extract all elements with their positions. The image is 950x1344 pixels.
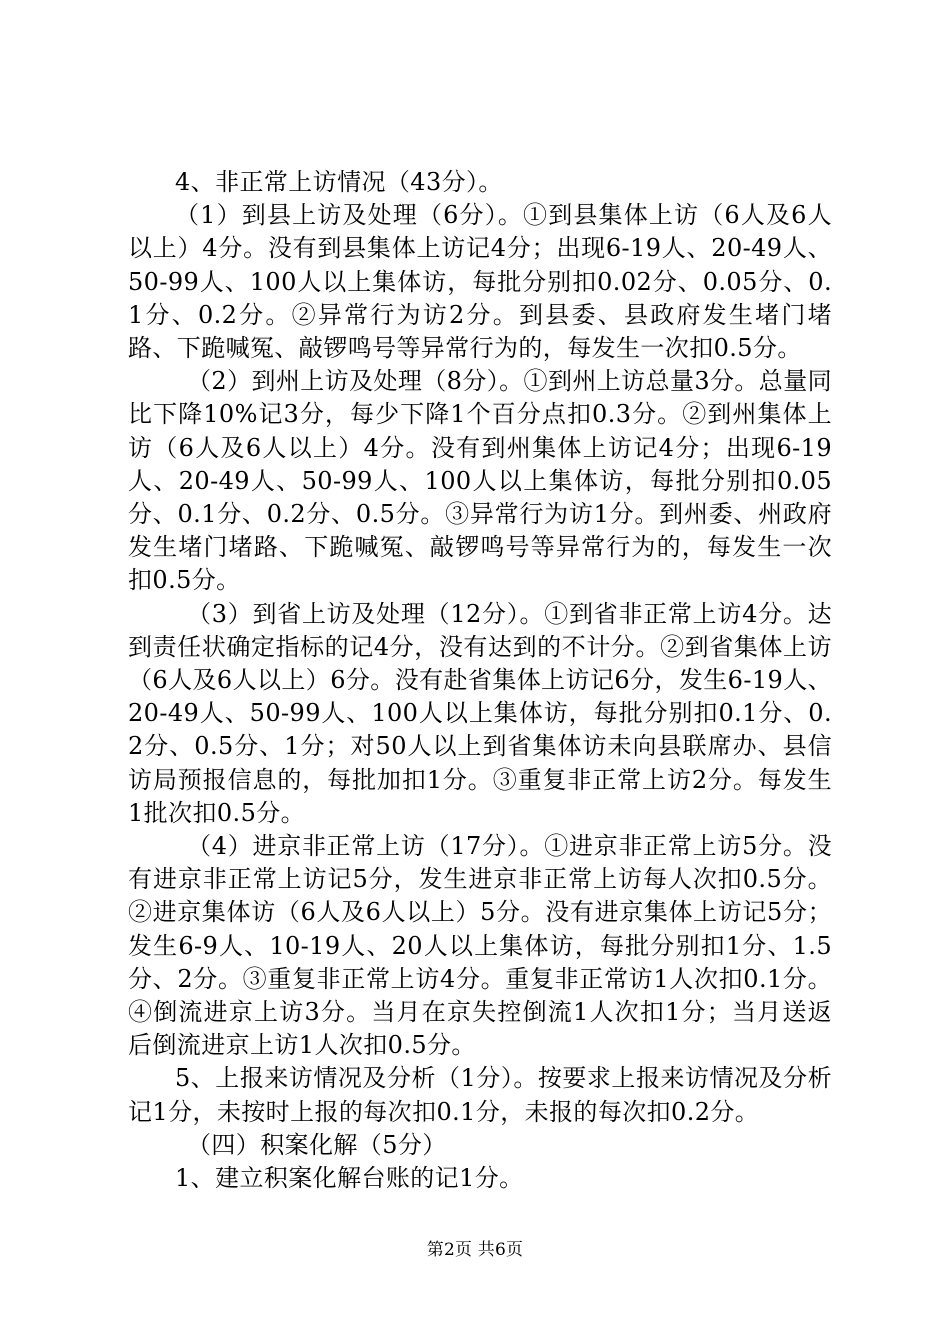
heading-backlog-resolution: （四）积案化解（5分） (187, 1130, 447, 1159)
paragraph-county-petition: （1）到县上访及处理（6分）。①到县集体上访（6人及6人以上）4分。没有到县集体上访记4分；出现6-19人、20-49人、50-99人、100人以上集体访，每批分别扣0.02分、0.05分、0.1分、0.2分。②异常行为访2分。到县委、县政府发生堵门堵路、下跪喊冤、敲锣鸣号等异常行为的，每发生一次扣0.5分。 (128, 201, 832, 363)
paragraph-section-4: 4、非正常上访情况（43分）。 (175, 168, 503, 196)
document-body (128, 166, 832, 1195)
paragraph-province-petition: （3）到省上访及处理（12分）。①到省非正常上访4分。达到责任状确定指标的记4分，没有达到的不计分。②到省集体上访（6人及6人以上）6分。没有赴省集体上访记6分，发生6-19人、20-49人、50-99人、100人以上集体访，每批分别扣0.1分、0.2分、0.5分、1分；对50人以上到省集体访未向县联席办、县信访局预报信息的，每批加扣1分。③重复非正常上访2分。每发生1批次扣0.5分。 (128, 599, 832, 827)
page-number-footer: 第2页 共6页 (426, 1240, 524, 1260)
paragraph-prefecture-petition: （2）到州上访及处理（8分）。①到州上访总量3分。总量同比下降10%记3分，每少下降1个百分点扣0.3分。②到州集体上访（6人及6人以上）4分。没有到州集体上访记4分；出现6-19人、20-49人、50-99人、100人以上集体访，每批分别扣0.05分、0.1分、0.2分、0.5分。③异常行为访1分。到州委、州政府发生堵门堵路、下跪喊冤、敲锣鸣号等异常行为的，每发生一次扣0.5分。 (128, 367, 833, 595)
paragraph-beijing-petition: （4）进京非正常上访（17分）。①进京非正常上访5分。没有进京非正常上访记5分，发生进京非正常上访每人次扣0.5分。②进京集体访（6人及6人以上）5分。没有进京集体上访记5分；发生6-9人、10-19人、20人以上集体访，每批分别扣1分、1.5分、2分。③重复非正常上访4分。重复非正常访1人次扣0.1分。④倒流进京上访3分。当月在京失控倒流1人次扣1分；当月送返后倒流进京上访1人次扣0.5分。 (128, 832, 832, 1060)
paragraph-section-5: 5、上报来访情况及分析（1分）。按要求上报来访情况及分析记1分，未按时上报的每次扣0.1分，未报的每次扣0.2分。 (128, 1064, 832, 1126)
paragraph-backlog-ledger: 1、建立积案化解台账的记1分。 (175, 1164, 524, 1193)
